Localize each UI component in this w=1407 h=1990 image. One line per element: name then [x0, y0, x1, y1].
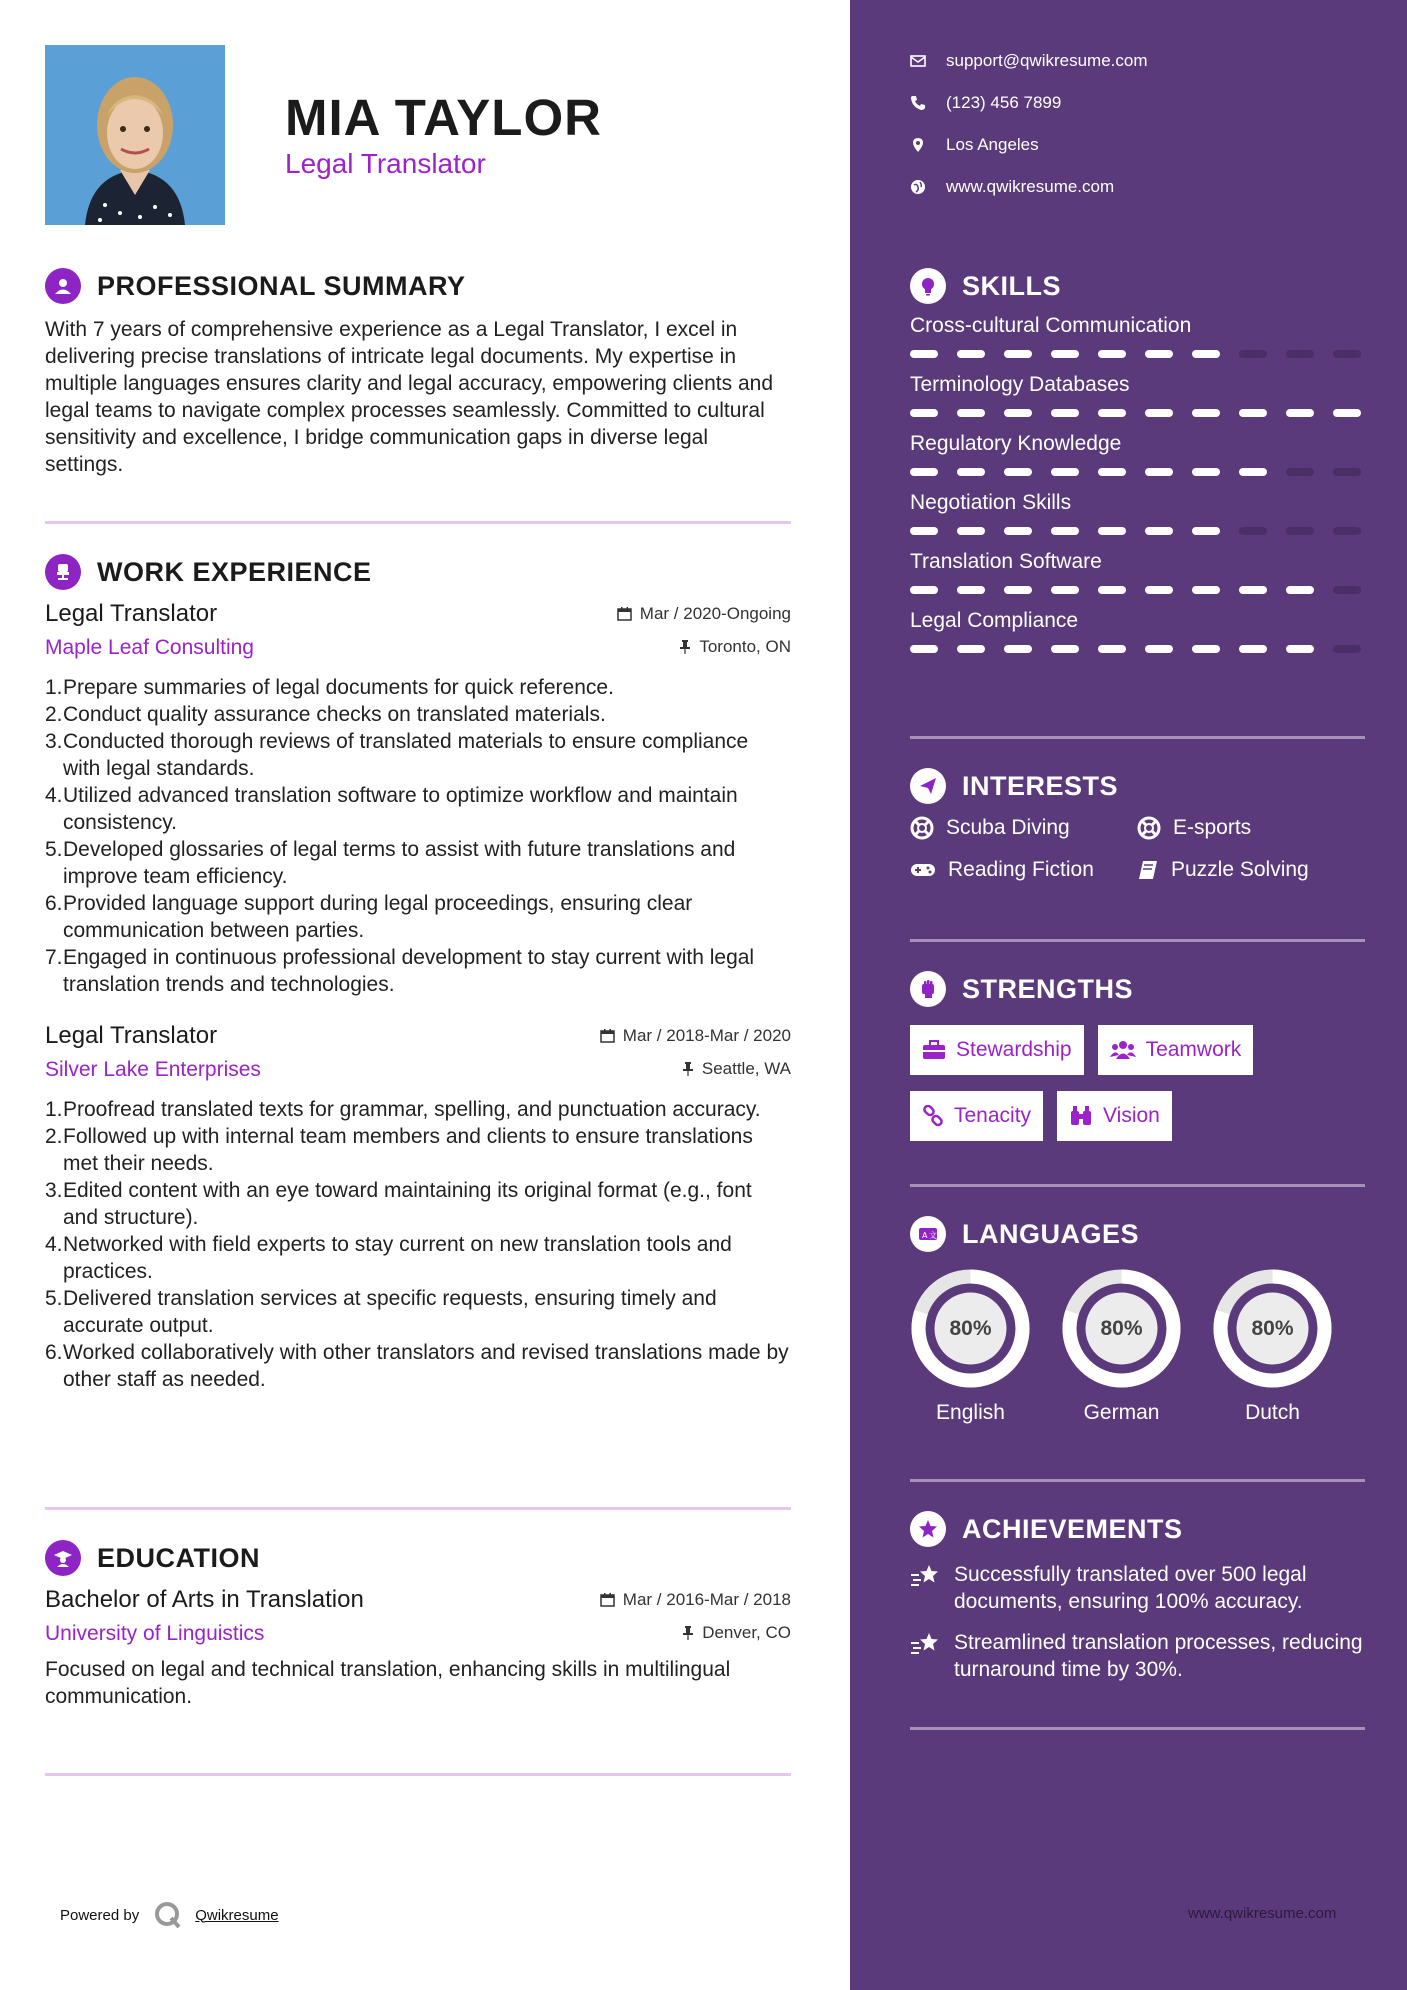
shooting-star-icon	[910, 1631, 942, 1657]
calendar-icon	[600, 1028, 615, 1043]
skill-level-segment	[1192, 409, 1220, 417]
strengths-section	[910, 969, 1365, 1141]
skill-item	[910, 373, 1365, 417]
profile-photo	[45, 45, 225, 225]
contact-location-text: Los Angeles	[946, 135, 1039, 154]
skill-level-segment	[1145, 586, 1173, 594]
language-percent: 80%	[949, 1316, 992, 1340]
link-icon	[922, 1105, 944, 1127]
contact-location	[910, 124, 1148, 166]
job-company: Silver Lake Enterprises	[45, 1058, 261, 1081]
strength-tag: Teamwork	[1098, 1025, 1254, 1075]
education-date	[600, 1590, 791, 1610]
skill-level-segment	[1286, 645, 1314, 653]
sidebar-divider	[910, 1479, 1365, 1482]
language-gauge	[1061, 1268, 1182, 1389]
skill-level-segment	[957, 527, 985, 535]
job-entry	[45, 600, 791, 998]
skill-level-segment	[1239, 468, 1267, 476]
list-item: 1.Proofread translated texts for grammar, spelling, and punctuation accuracy.	[45, 1098, 761, 1121]
contact-email[interactable]	[910, 40, 1148, 82]
strengths-tags	[910, 1025, 1330, 1141]
skill-level-segment	[1004, 586, 1032, 594]
list-item: 2.Followed up with internal team members and clients to ensure translations met their needs.	[45, 1125, 753, 1175]
skill-item	[910, 609, 1365, 653]
job-company: Maple Leaf Consulting	[45, 636, 254, 659]
skill-level-segment	[1239, 527, 1267, 535]
skills-heading: SKILLS	[962, 270, 1062, 301]
skill-level-segment	[1051, 350, 1079, 358]
phone-icon	[910, 95, 926, 111]
skill-level-segment	[957, 409, 985, 417]
skill-level-segment	[1004, 645, 1032, 653]
skill-name: Cross-cultural Communication	[910, 314, 1192, 337]
skill-level-segment	[1145, 409, 1173, 417]
education-location-text: Denver, CO	[702, 1622, 791, 1642]
skill-level-bar	[910, 350, 1365, 358]
skill-level-segment	[1333, 527, 1361, 535]
skill-level-segment	[1192, 468, 1220, 476]
skill-level-segment	[1145, 527, 1173, 535]
education-section	[45, 1538, 791, 1710]
list-item: 7.Engaged in continuous professional development to stay current with legal translation trends and technologies.	[45, 946, 755, 996]
skill-level-segment	[1051, 409, 1079, 417]
contact-phone[interactable]	[910, 82, 1148, 124]
list-item: 2.Conduct quality assurance checks on translated materials.	[45, 703, 606, 726]
powered-by-label: Powered by	[60, 1906, 140, 1924]
candidate-name: MIA TAYLOR	[285, 89, 602, 146]
strength-tag: Vision	[1057, 1091, 1172, 1141]
translate-icon	[910, 1216, 946, 1252]
pin-icon	[679, 639, 691, 654]
life-ring-icon	[910, 816, 934, 840]
list-item: 4.Networked with field experts to stay current on new translation tools and practices.	[45, 1233, 732, 1283]
calendar-icon	[600, 1592, 615, 1607]
languages-section	[910, 1214, 1365, 1425]
sidebar	[850, 0, 1407, 1990]
skill-level-bar	[910, 586, 1365, 594]
skill-level-segment	[1004, 350, 1032, 358]
experience-section	[45, 552, 791, 1393]
skill-level-segment	[1239, 586, 1267, 594]
job-entry	[45, 1022, 791, 1393]
job-duties	[45, 674, 791, 998]
skill-name: Negotiation Skills	[910, 491, 1072, 514]
skill-level-segment	[1192, 586, 1220, 594]
summary-text: With 7 years of comprehensive experience as a Legal Translator, I excel in delivering precise translations of intricate legal documents. My expertise in multiple languages ensures clarity and legal accuracy, empowering clients and legal teams to navigate complex processes seamlessly. Committed to cultural sensitivity and excellence, I bridge communication gaps in diverse legal settings.	[45, 318, 774, 476]
experience-heading: WORK EXPERIENCE	[97, 556, 372, 587]
strengths-heading: STRENGTHS	[962, 973, 1134, 1004]
skill-level-segment	[1286, 527, 1314, 535]
skill-level-segment	[910, 586, 938, 594]
skill-level-bar	[910, 645, 1365, 653]
skill-level-segment	[1098, 409, 1126, 417]
skill-level-segment	[1192, 527, 1220, 535]
candidate-title: Legal Translator	[285, 148, 486, 179]
skill-level-segment	[1333, 409, 1361, 417]
list-item: 1.Prepare summaries of legal documents for quick reference.	[45, 676, 614, 699]
skill-level-segment	[957, 586, 985, 594]
list-item: 5.Developed glossaries of legal terms to assist with future translations and improve team efficiency.	[45, 838, 736, 888]
skill-level-segment	[910, 350, 938, 358]
skill-name: Translation Software	[910, 550, 1102, 573]
list-item: 6.Provided language support during legal proceedings, ensuring clear communication between parties.	[45, 892, 693, 942]
strength-tag: Tenacity	[910, 1091, 1043, 1141]
life-ring-icon	[1137, 816, 1161, 840]
interest-item: Reading Fiction	[910, 858, 1137, 882]
job-location-text: Seattle, WA	[701, 1058, 791, 1078]
language-name: English	[936, 1401, 1005, 1424]
contact-website[interactable]	[910, 166, 1148, 208]
skill-level-segment	[1004, 527, 1032, 535]
skill-level-segment	[1098, 350, 1126, 358]
skill-level-segment	[1145, 350, 1173, 358]
section-divider	[45, 1507, 791, 1510]
language-gauge	[910, 1268, 1031, 1389]
globe-icon	[910, 179, 926, 195]
list-item: 6.Worked collaboratively with other translators and revised translations made by other staff as needed.	[45, 1341, 789, 1391]
skill-level-segment	[1051, 468, 1079, 476]
degree-name: Bachelor of Arts in Translation	[45, 1586, 364, 1613]
skills-list	[910, 314, 1365, 653]
achievement-item	[910, 1561, 1365, 1615]
skill-item	[910, 550, 1365, 594]
users-icon	[1110, 1040, 1136, 1060]
list-item: 4.Utilized advanced translation software to optimize workflow and maintain consistency.	[45, 784, 738, 834]
job-role: Legal Translator	[45, 600, 218, 627]
job-role: Legal Translator	[45, 1022, 218, 1049]
skill-level-segment	[957, 645, 985, 653]
skill-item	[910, 314, 1365, 358]
job-location	[679, 637, 791, 657]
education-entry	[45, 1586, 791, 1710]
school-name: University of Linguistics	[45, 1622, 265, 1645]
contact-email-text: support@qwikresume.com	[946, 51, 1148, 70]
skill-level-segment	[910, 409, 938, 417]
star-icon	[910, 1511, 946, 1547]
job-date-text: Mar / 2020-Ongoing	[639, 603, 791, 623]
education-date-text: Mar / 2016-Mar / 2018	[622, 1589, 791, 1609]
language-gauge	[1212, 1268, 1333, 1389]
skill-name: Legal Compliance	[910, 609, 1079, 632]
skills-section	[910, 266, 1365, 668]
skill-level-segment	[1286, 468, 1314, 476]
map-marker-icon	[910, 137, 926, 153]
skill-level-bar	[910, 468, 1365, 476]
language-item	[910, 1268, 1031, 1425]
strength-tag: Stewardship	[910, 1025, 1084, 1075]
skill-item	[910, 432, 1365, 476]
job-date-text: Mar / 2018-Mar / 2020	[622, 1025, 791, 1045]
chair-icon	[45, 554, 81, 590]
sidebar-divider	[910, 736, 1365, 739]
skill-level-segment	[1098, 586, 1126, 594]
skill-level-segment	[1333, 645, 1361, 653]
sidebar-divider	[910, 939, 1365, 942]
skill-level-segment	[957, 350, 985, 358]
job-date	[617, 604, 791, 624]
graduate-icon	[45, 1540, 81, 1576]
interest-item: E-sports	[1137, 816, 1337, 840]
achievement-text: Streamlined translation processes, reducing turnaround time by 30%.	[954, 1631, 1363, 1681]
achievement-item	[910, 1629, 1365, 1683]
skill-level-segment	[1098, 645, 1126, 653]
achievement-text: Successfully translated over 500 legal documents, ensuring 100% accuracy.	[954, 1563, 1307, 1613]
skill-level-segment	[910, 645, 938, 653]
skill-level-segment	[1286, 409, 1314, 417]
list-item: 3.Edited content with an eye toward maintaining its original format (e.g., font and structure).	[45, 1179, 752, 1229]
interests-list	[910, 816, 1365, 882]
skill-level-segment	[957, 468, 985, 476]
contact-phone-text: (123) 456 7899	[946, 93, 1062, 112]
section-divider	[45, 521, 791, 524]
skill-level-segment	[1333, 350, 1361, 358]
language-percent: 80%	[1251, 1316, 1294, 1340]
skill-level-segment	[1098, 527, 1126, 535]
paper-plane-icon	[910, 768, 946, 804]
interest-item: Puzzle Solving	[1137, 858, 1337, 882]
skill-level-segment	[910, 468, 938, 476]
qwikresume-logo-icon	[153, 1900, 183, 1930]
language-percent: 80%	[1100, 1316, 1143, 1340]
skill-level-segment	[1145, 645, 1173, 653]
list-item: 5.Delivered translation services at specific requests, ensuring timely and accurate output.	[45, 1287, 717, 1337]
achievements-heading: ACHIEVEMENTS	[962, 1513, 1183, 1544]
job-duties	[45, 1096, 791, 1393]
languages-list	[910, 1268, 1365, 1425]
job-date	[600, 1026, 791, 1046]
skill-level-segment	[1192, 645, 1220, 653]
svg-text:文: 文	[929, 1231, 937, 1240]
language-item	[1061, 1268, 1182, 1425]
skill-name: Terminology Databases	[910, 373, 1130, 396]
brand-link[interactable]: Qwikresume	[195, 1906, 279, 1924]
contact-website-text: www.qwikresume.com	[946, 177, 1115, 196]
svg-text:A: A	[922, 1231, 928, 1240]
contact-list	[910, 40, 1148, 208]
envelope-icon	[910, 54, 926, 68]
education-description: Focused on legal and technical translation, enhancing skills in multilingual communication.	[45, 1658, 731, 1708]
skill-level-bar	[910, 409, 1365, 417]
skill-level-segment	[1051, 645, 1079, 653]
language-name: German	[1083, 1401, 1160, 1424]
skill-level-segment	[1004, 468, 1032, 476]
skill-level-segment	[910, 527, 938, 535]
skill-level-segment	[1004, 409, 1032, 417]
skill-level-segment	[1333, 468, 1361, 476]
shooting-star-icon	[910, 1563, 942, 1589]
languages-heading: LANGUAGES	[962, 1218, 1140, 1249]
summary-section	[45, 266, 791, 478]
briefcase-icon	[922, 1040, 946, 1060]
language-item	[1212, 1268, 1333, 1425]
gamepad-icon	[910, 861, 936, 879]
education-location	[682, 1623, 791, 1643]
skill-level-segment	[1192, 350, 1220, 358]
skill-level-segment	[1145, 468, 1173, 476]
skill-level-bar	[910, 527, 1365, 535]
lightbulb-icon	[910, 268, 946, 304]
skill-level-segment	[1239, 350, 1267, 358]
job-location-text: Toronto, ON	[699, 636, 791, 656]
skill-level-segment	[1098, 468, 1126, 476]
job-location	[682, 1059, 791, 1079]
skill-level-segment	[1051, 586, 1079, 594]
skill-level-segment	[1239, 645, 1267, 653]
list-item: 3.Conducted thorough reviews of translated materials to ensure compliance with legal standards.	[45, 730, 749, 780]
summary-heading: PROFESSIONAL SUMMARY	[97, 270, 466, 301]
achievements-section	[910, 1509, 1365, 1683]
fist-icon	[910, 971, 946, 1007]
skill-item	[910, 491, 1365, 535]
user-icon	[45, 268, 81, 304]
interest-item: Scuba Diving	[910, 816, 1137, 840]
skill-level-segment	[1333, 586, 1361, 594]
skill-level-segment	[1051, 527, 1079, 535]
skill-level-segment	[1239, 409, 1267, 417]
footer	[60, 1900, 279, 1930]
interests-section	[910, 766, 1365, 882]
sidebar-divider	[910, 1727, 1365, 1730]
pin-icon	[682, 1061, 694, 1076]
language-name: Dutch	[1245, 1401, 1300, 1424]
calendar-icon	[617, 606, 632, 621]
skill-level-segment	[1286, 586, 1314, 594]
interests-heading: INTERESTS	[962, 770, 1119, 801]
footer-website[interactable]: www.qwikresume.com	[1188, 1905, 1337, 1922]
book-icon	[1137, 859, 1159, 881]
pin-icon	[682, 1625, 694, 1640]
education-heading: EDUCATION	[97, 1542, 260, 1573]
skill-level-segment	[1286, 350, 1314, 358]
sidebar-divider	[910, 1184, 1365, 1187]
binoculars-icon	[1069, 1105, 1093, 1127]
section-divider	[45, 1773, 791, 1776]
skill-name: Regulatory Knowledge	[910, 432, 1122, 455]
